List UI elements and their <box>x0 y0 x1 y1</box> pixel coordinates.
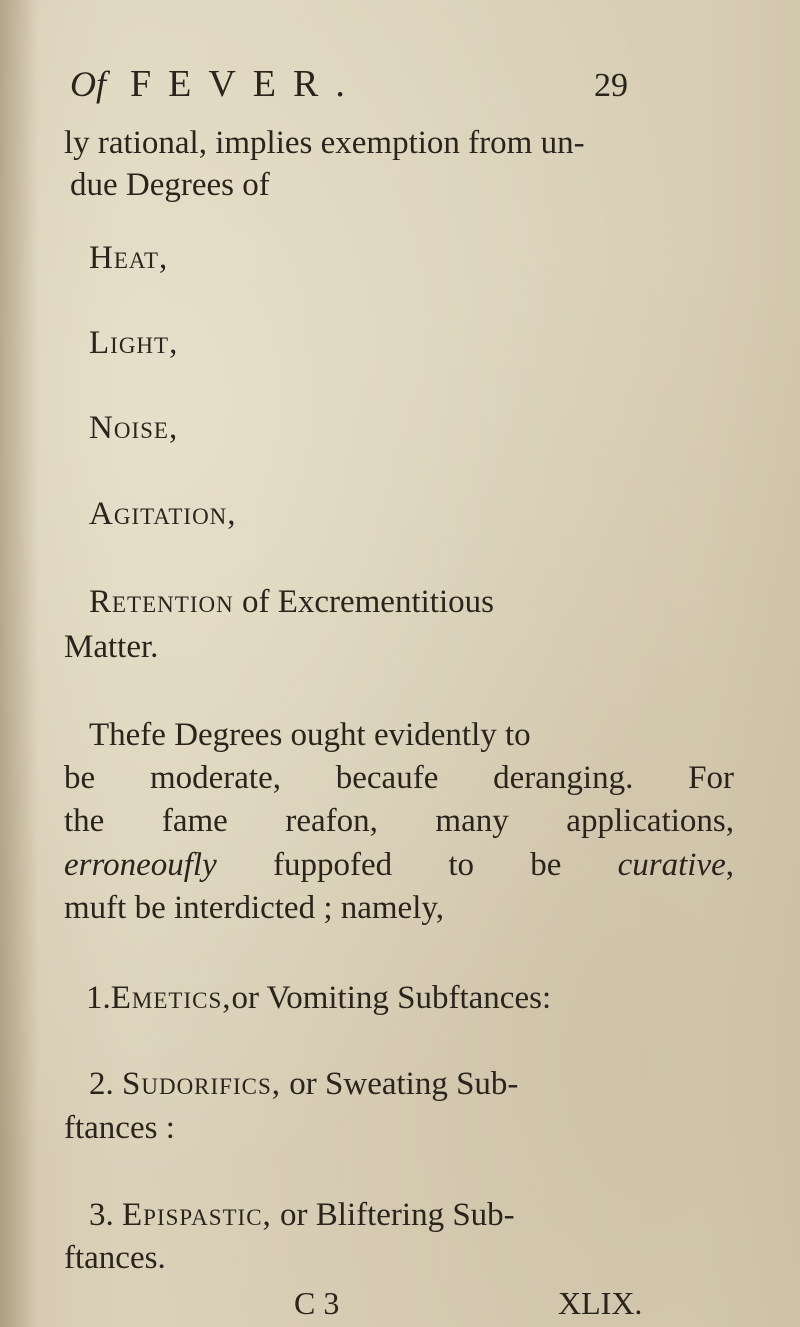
para-line-2: be moderate, becaufe deranging. For <box>64 760 734 796</box>
item-1-term: Emetics, <box>110 980 232 1016</box>
item-2-term: Sudorifics, <box>122 1066 282 1102</box>
running-head-of: Of <box>70 64 106 104</box>
erroneously-word: erroneoufly <box>64 847 217 883</box>
retention-label: Retention <box>89 584 234 620</box>
item-3-rest: or Bliftering Sub- <box>271 1197 515 1233</box>
item-1-number: 1. <box>86 980 111 1016</box>
retention-rest: of Excrementitious <box>233 584 494 620</box>
para-line-4-a: fuppofed to be <box>216 847 618 883</box>
page-number: 29 <box>594 67 628 104</box>
list-matter: Matter. <box>64 629 159 665</box>
item-1-rest: or Vomiting Subftances: <box>231 980 552 1016</box>
para-line-5: muft be interdicted ; namely, <box>64 890 444 926</box>
list-agitation: Agitation, <box>89 496 237 532</box>
item-3 <box>89 1195 515 1235</box>
gutter-shadow <box>0 0 38 1327</box>
item-2-rest: or Sweating Sub- <box>281 1066 519 1102</box>
list-heat: Heat, <box>89 240 169 276</box>
item-2-continuation: ftances : <box>64 1110 175 1146</box>
item-1 <box>86 978 551 1018</box>
para-line-4-b: , <box>725 847 734 883</box>
item-3-term: Epispastic, <box>122 1197 272 1233</box>
para-line-3: the fame reafon, many applications, <box>64 803 734 839</box>
para-line-4 <box>64 845 734 885</box>
signature-mark: C 3 <box>294 1285 340 1321</box>
running-head <box>70 62 650 112</box>
para-line-1: Thefe Degrees ought evidently to <box>89 717 531 753</box>
item-2 <box>89 1064 518 1104</box>
running-head-title: FEVER. <box>130 63 362 105</box>
list-noise: Noise, <box>89 410 179 446</box>
item-3-continuation: ftances. <box>64 1240 166 1276</box>
list-retention <box>89 582 494 622</box>
item-2-number: 2. <box>89 1066 122 1102</box>
text-line-2: due Degrees of <box>70 167 270 203</box>
curative-word: curative <box>617 847 726 883</box>
text-line-1: ly rational, implies exemption from un- <box>64 125 585 161</box>
catchword: XLIX. <box>558 1285 643 1321</box>
list-light: Light, <box>89 325 179 361</box>
item-3-number: 3. <box>89 1197 122 1233</box>
